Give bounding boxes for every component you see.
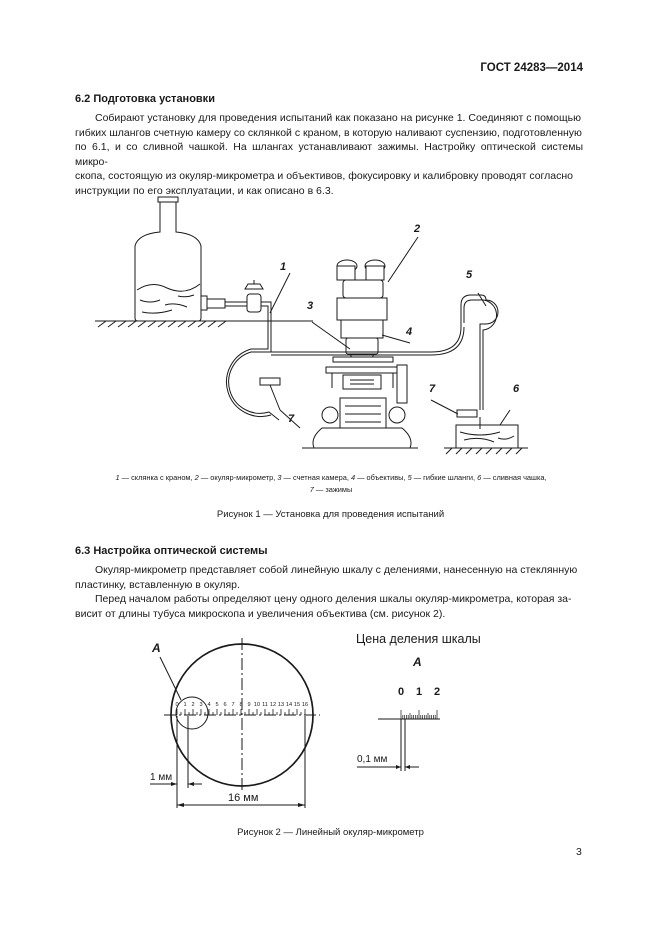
callout-1: 1 [280,261,287,273]
legend-num: 6 [477,473,482,482]
scale-number: 14 [285,702,293,708]
detail-number: 1 [415,686,423,698]
paragraph-line: Собирают установку для проведения испытаний как показано на рисунке 1. Соединяют с помощью [95,112,581,124]
dim-1mm: 1 мм [150,772,173,783]
dim-16mm: 16 мм [228,792,259,804]
callout-4: 4 [406,326,413,338]
paragraph-line: скопа, состоящую из окуляр-микрометра и объективов, фокусировку и калибровку проводят согласно [75,170,574,183]
scale-number: 4 [207,702,211,708]
paragraph-line: инструкции по его эксплуатации, и как описано в 6.3. [75,184,334,197]
figure-1-caption: Рисунок 1 — Установка для проведения испытаний [216,509,445,520]
scale-number: 11 [262,702,268,708]
scale-number: 15 [293,702,301,708]
paragraph-line: по 6.1, и со сливной чашкой. На шлангах устанавливают зажимы. Настройку оптической системы микро- [75,141,583,168]
callout-6: 6 [513,383,520,395]
scale-number: 9 [247,702,251,708]
detail-number: 2 [433,686,441,698]
legend-text: — счетная камера, [281,473,351,482]
callout-2: 2 [414,223,421,235]
scale-number: 12 [269,702,277,708]
legend-num: 5 [407,473,412,482]
legend-text: — склянка с краном, [119,473,195,482]
paragraph-line: висит от длины тубуса микроскопа и увеличения объектива (см. рисунок 2). [75,607,446,620]
detail-title: Цена деления шкалы [356,632,481,646]
detail-ticks [401,710,437,719]
scale-number: 2 [191,702,195,708]
scale-number: 7 [231,702,235,708]
scale-number: 8 [239,702,243,708]
legend-num: 4 [350,473,356,482]
paragraph-line: пластинку, вставленную в окуляр. [75,578,240,591]
section-6-2-title: 6.2 Подготовка установки [75,93,215,105]
legend-num: 7 [309,484,314,494]
dim-0-1mm: 0,1 мм [357,754,388,765]
scale-number: 13 [277,702,285,708]
scale-ticks [177,709,305,715]
legend-text: — сливная чашка, [481,473,547,482]
callout-5: 5 [466,269,473,281]
legend-num: 3 [277,473,282,482]
callout-7-left: 7 [288,413,295,425]
legend-text: — гибкие шланги, [411,473,478,482]
legend-text: — окуляр-микрометр, [198,473,278,482]
label-a-leader [160,657,181,700]
scale-number: 0 [175,702,179,708]
scale-number: 5 [215,702,219,708]
scale-number: 6 [223,702,227,708]
detail-label-a: A [413,655,422,669]
scale-number: 1 [183,702,187,708]
legend-num: 2 [194,473,199,482]
legend-text: — объективы, [355,473,408,482]
scale-numbers [175,702,308,708]
legend-text: — зажимы [313,484,353,494]
figure-2-label-a: A [152,641,161,655]
paragraph-line: гибких шлангов счетную камеру со склянкой с краном, в которую наливают суспензию, подготовленную [75,126,582,139]
paragraph-line: Окуляр-микрометр представляет собой линейную шкалу с делениями, нанесенную на стеклянную [95,564,578,576]
figure-2-caption: Рисунок 2 — Линейный окуляр-микрометр [237,827,424,838]
paragraph-line: Перед началом работы определяют цену одного деления шкалы окуляр-микрометра, которая за- [95,593,572,605]
document-code: ГОСТ 24283—2014 [480,62,583,74]
legend-num: 1 [115,473,120,482]
scale-number: 10 [253,702,261,708]
scale-number: 16 [301,702,309,708]
page-number: 3 [576,846,582,858]
section-6-3-title: 6.3 Настройка оптической системы [75,545,268,557]
callout-3: 3 [307,300,314,312]
callout-7-right: 7 [429,383,436,395]
detail-number: 0 [397,686,405,698]
scale-number: 3 [199,702,203,708]
detail-numbers [398,686,440,698]
